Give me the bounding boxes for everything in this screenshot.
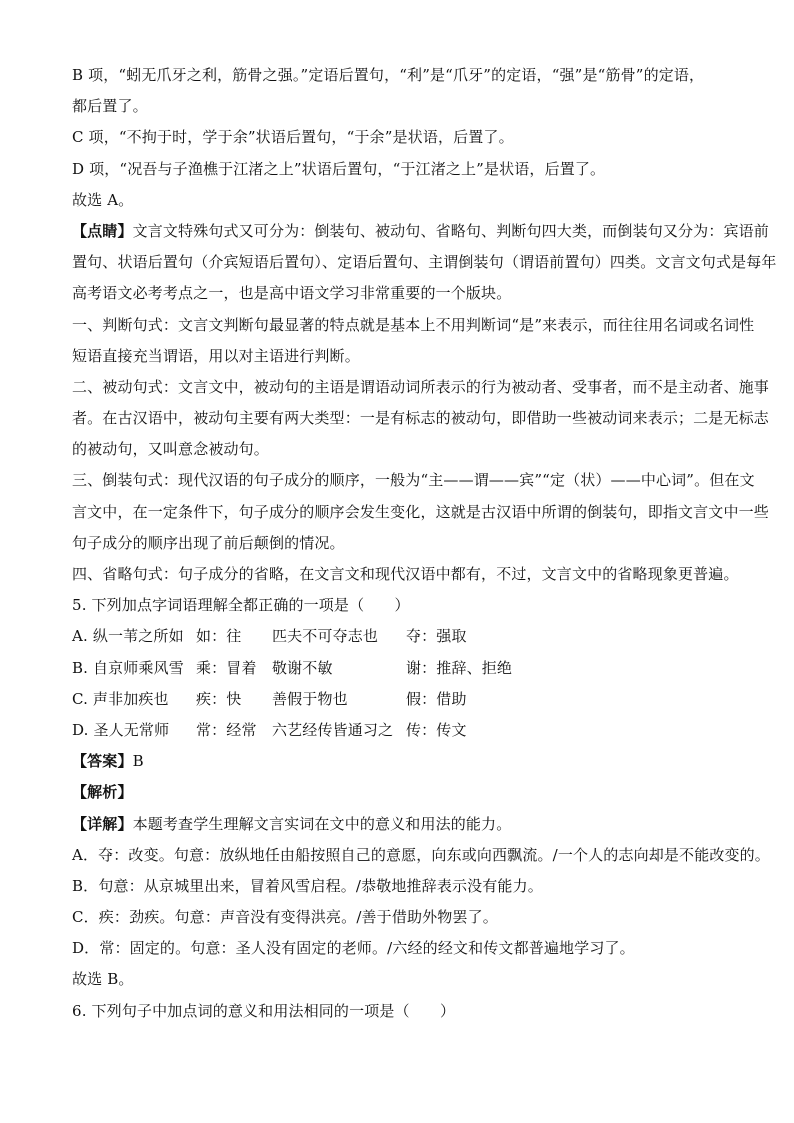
- dianjing-text: 文言文特殊句式又可分为：倒装句、被动句、省略句、判断句四大类，而倒装句又分为：宾语前: [132, 221, 769, 240]
- question-5-stem: 5. 下列加点字词语理解全都正确的一项是（ ）: [72, 596, 410, 615]
- dianjing-line: [72, 216, 769, 247]
- text-line: 故选 A。: [72, 190, 134, 209]
- detail-line: [72, 809, 732, 840]
- text-line: 的被动句，又叫意念被动句。: [72, 440, 269, 459]
- option-gloss: 常：经常: [196, 720, 257, 739]
- text-line: 都后置了。: [72, 97, 148, 116]
- text-line: 二、被动句式：文言文中，被动句的主语是谓语动词所表示的行为被动者、受事者，而不是主动者、施事: [72, 377, 769, 396]
- text-line: 故选 B。: [72, 970, 134, 989]
- option-word: A. 纵一苇之所如: [72, 627, 184, 646]
- answer-tag: 【答案】: [72, 752, 133, 771]
- text-line: 高考语文必考考点之一，也是高中语文学习非常重要的一个版块。: [72, 284, 512, 303]
- option-word: 匹夫不可夺志也: [272, 627, 379, 646]
- analysis-tag: 【解析】: [72, 783, 133, 802]
- text-line: 者。在古汉语中，被动句主要有两大类型：一是有标志的被动句，即借助一些被动词来表示；二是无标志: [72, 409, 769, 428]
- text-line: 句子成分的顺序出现了前后颠倒的情况。: [72, 533, 345, 552]
- option-word: C. 声非加疾也: [72, 689, 169, 708]
- detail-text: 本题考查学生理解文言实词在文中的意义和用法的能力。: [132, 814, 512, 833]
- answer-value: B: [132, 752, 144, 771]
- text-line: C 项，“不拘于时，学于余”状语后置句，“于余”是状语，后置了。: [72, 128, 514, 147]
- text-line: 一、判断句式：文言文判断句最显著的特点就是基本上不用判断词“是”来表示，而往往用名词或名词性: [72, 315, 755, 334]
- option-word: D. 圣人无常师: [72, 720, 170, 739]
- question-5-option-a: [72, 621, 732, 652]
- document-page: [72, 60, 777, 1027]
- question-5-option-d: [72, 715, 732, 746]
- option-gloss: 谢：推辞、拒绝: [406, 658, 513, 677]
- option-word: 敬谢不敏: [272, 658, 333, 677]
- option-gloss: 假：借助: [406, 689, 467, 708]
- option-gloss: 疾：快: [196, 689, 242, 708]
- question-6-stem: 6. 下列句子中加点词的意义和用法相同的一项是（ ）: [72, 1001, 456, 1020]
- dianjing-tag: 【点睛】: [72, 221, 133, 240]
- text-line: B．句意：从京城里出来，冒着风雪启程。/恭敬地推辞表示没有能力。: [72, 876, 543, 895]
- option-gloss: 乘：冒着: [196, 658, 257, 677]
- option-word: 六艺经传皆通习之: [272, 720, 394, 739]
- text-line: A．夺：改变。句意：放纵地任由船按照自己的意愿，向东或向西飘流。/一个人的志向却是不能改变的。: [72, 845, 770, 864]
- detail-tag: 【详解】: [72, 814, 133, 833]
- text-line: D．常：固定的。句意：圣人没有固定的老师。/六经的经文和传文都普遍地学习了。: [72, 939, 635, 958]
- text-line: B 项，“蚓无爪牙之利，筋骨之强。”定语后置句，“利”是“爪牙”的定语，“强”是“筋骨”的定语，: [72, 66, 705, 84]
- text-line: D 项，“况吾与子渔樵于江渚之上”状语后置句，“于江渚之上”是状语，后置了。: [72, 159, 606, 178]
- text-line: 置句、状语后置句（介宾短语后置句）、定语后置句、主谓倒装句（谓语前置句）四类。文言文句式是每年: [72, 253, 777, 272]
- answer-line: [72, 746, 732, 777]
- option-gloss: 传：传文: [406, 720, 467, 739]
- option-word: 善假于物也: [272, 689, 348, 708]
- option-gloss: 夺：强取: [406, 627, 467, 646]
- question-5-option-b: [72, 653, 732, 684]
- text-line: C．疾：劲疾。句意：声音没有变得洪亮。/善于借助外物罢了。: [72, 908, 498, 927]
- option-gloss: 如：往: [196, 627, 242, 646]
- text-line: 言文中，在一定条件下，句子成分的顺序会发生变化，这就是古汉语中所谓的倒装句，即指文言文中一些: [72, 502, 769, 521]
- option-word: B. 自京师乘风雪: [72, 658, 184, 677]
- text-line: 短语直接充当谓语，用以对主语进行判断。: [72, 346, 360, 365]
- analysis-line: [72, 777, 732, 808]
- text-line: 三、倒装句式：现代汉语的句子成分的顺序，一般为“主——谓——宾”“定（状）——中心词”。但在文: [72, 471, 755, 490]
- text-line: 四、省略句式：句子成分的省略，在文言文和现代汉语中都有，不过，文言文中的省略现象更普遍。: [72, 565, 739, 583]
- question-5-option-c: [72, 684, 732, 715]
